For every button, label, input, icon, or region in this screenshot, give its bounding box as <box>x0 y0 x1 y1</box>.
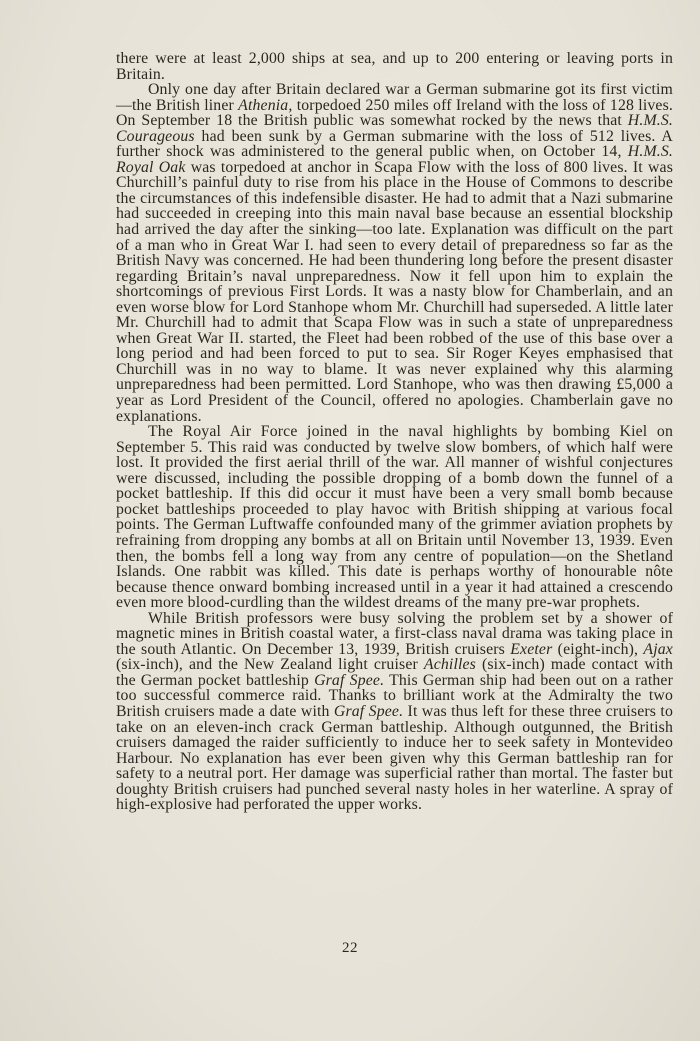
paragraph <box>116 611 673 813</box>
text-run: It was thus left for these three cruisers to take on an eleven-inch crack German battleship. Although outgunned, the British cruisers damaged the raider sufficiently to induce her to seek safety in Montevideo Harbour. No explanation has ever been given why this German battleship ran for safety to a neutral port. Her damage was superficial rather than mortal. The faster but doughty British cruisers had punched several nasty holes in her waterline. A spray of high-explosive had perforated the upper works. <box>116 702 673 814</box>
italic-text: Graf Spee. <box>314 671 385 689</box>
italic-text: Exeter <box>510 640 553 658</box>
text-run: had been sunk by a German submarine with the loss of 512 lives. A further shock was administered to the general public when, on October 14, <box>116 127 673 161</box>
body-text <box>116 51 673 813</box>
text-run: torpedoed 250 miles off Ireland with the loss of 128 lives. On September 18 the British public was somewhat rocked by the news that <box>116 96 673 130</box>
italic-text: Achilles <box>423 656 476 674</box>
text-run: (eight-inch), <box>552 640 644 658</box>
italic-text: Ajax <box>643 640 673 658</box>
text-run: This German ship had been out on a rather too successful commerce raid. Thanks to brilliant work at the Admiralty the two British cruisers made a date with <box>116 671 674 720</box>
italic-text: Graf Spee. <box>333 702 404 720</box>
paragraph <box>116 82 673 424</box>
text-run: there were at least 2,000 ships at sea, and up to 200 entering or leaving ports in Britain. <box>116 50 673 83</box>
text-run: (six-inch) made contact with the German pocket battleship <box>116 656 674 689</box>
italic-text: H.M.S. Royal Oak <box>116 143 673 176</box>
italic-text: H.M.S. Courageous <box>116 112 673 145</box>
page-number: 22 <box>342 940 358 956</box>
text-run: Only one day after Britain declared war a German submarine got its first victim—the British liner <box>116 81 673 114</box>
text-run: The Royal Air Force joined in the naval highlights by bombing Kiel on September 5. This raid was conducted by twelve slow bombers, of which half were lost. It provided the first aerial thrill of the war. All manner of wishful conjectures were discussed, including the possible dropping of a bomb down the funnel of a pocket battleship. If this did occur it must have been a very small bomb because pocket battleships proceeded to play havoc with British shipping at various focal points. The German Luftwaffe confounded many of the grimmer aviation prophets by refraining from dropping any bombs at all on Britain until November 13, 1939. Even then, the bombs fell a long way from any centre of population—on the Shetland Islands. One rabbit was killed. This date is perhaps worthy of honourable nôte because thence onward bombing increased until in a year it had attained a crescendo even more blood-curdling than the wildest dreams of the many pre-war prophets. <box>116 423 673 612</box>
text-run: was torpedoed at anchor in Scapa Flow with the loss of 800 lives. It was Churchill’s painful duty to rise from his place in the House of Commons to describe the circumstances of this indefensible disaster. He had to admit that a Nazi submarine had succeeded in creeping into this main naval base because an essential blockship had arrived the day after the sinking—too late. Explanation was difficult on the part of a man who in Great War I. had seen to every detail of preparedness so far as the British Navy was concerned. He had been thundering long before the present disaster regarding Britain’s naval unpreparedness. Now it fell upon him to explain the shortcomings of previous First Lords. It was a nasty blow for Chamberlain, and an even worse blow for Lord Stanhope whom Mr. Churchill had superseded. A little later Mr. Churchill had to admit that Scapa Flow was in such a state of unpreparedness when Great War II. started, the Fleet had been robbed of the use of this base over a long period and had been forced to put to sea. Sir Roger Keyes emphasised that Churchill was in no way to blame. It was never explained why this alarming unpreparedness had been permitted. Lord Stanhope, who was then drawing £5,000 a year as Lord President of the Council, offered no apologies. Chamberlain gave no explanations. <box>116 158 674 425</box>
paragraph <box>116 51 673 82</box>
text-run: (six-inch), and the New Zealand light cruiser <box>116 656 424 674</box>
text-run: While British professors were busy solving the problem set by a shower of magnetic mines in British coastal water, a first-class naval drama was taking place in the south Atlantic. On December 13, 1939, British cruisers <box>116 609 673 658</box>
paragraph <box>116 424 673 611</box>
italic-text: Athenia, <box>238 96 293 114</box>
